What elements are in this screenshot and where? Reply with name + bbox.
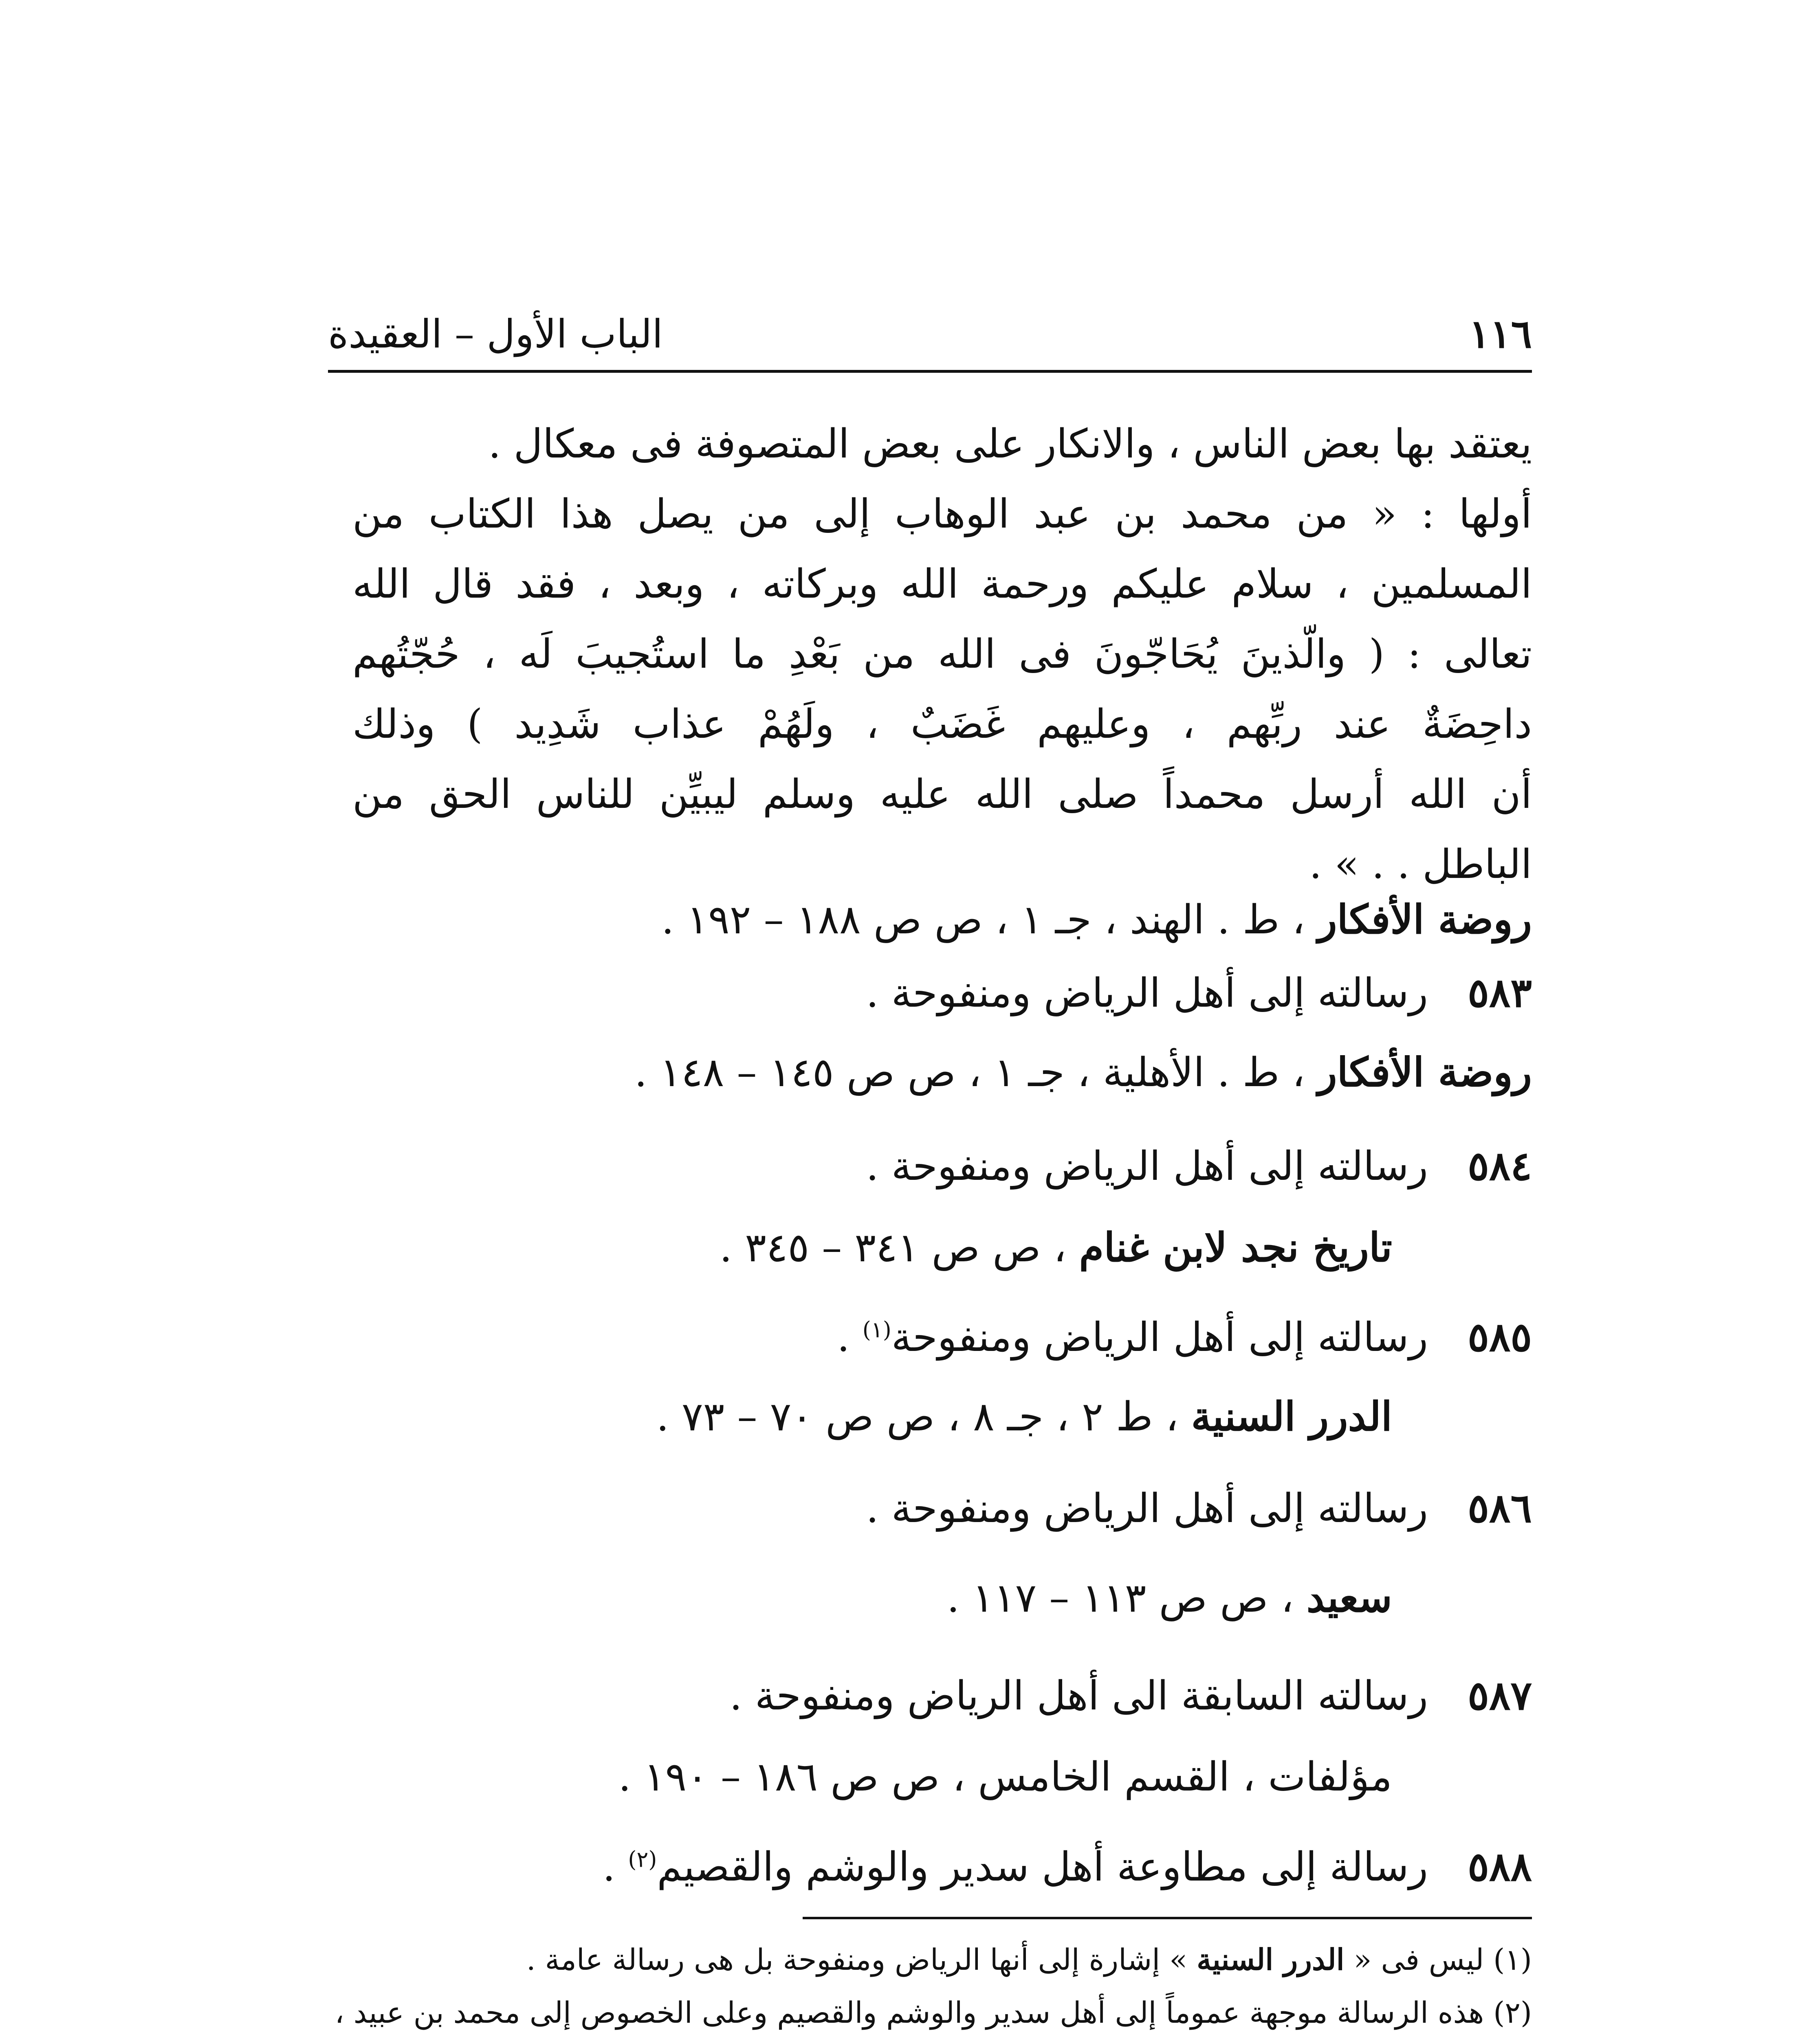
intro-paragraph <box>352 409 1532 900</box>
entry-text-end: . <box>603 1844 628 1890</box>
page-number: ١١٦ <box>1469 311 1532 357</box>
entry-number: ٥٨٧ <box>1468 1672 1532 1719</box>
intro-line: المسلمين ، سلام عليكم ورحمة الله وبركاته ، وبعد ، فقد قال الله <box>352 561 1532 607</box>
source-citation <box>634 1049 1532 1096</box>
source-details: مؤلفات ، القسم الخامس ، ص ص ١٨٦ – ١٩٠ . <box>618 1754 1392 1800</box>
chapter-title: الباب الأول – العقيدة <box>328 311 663 357</box>
entry-587 <box>328 1672 1532 1719</box>
source-title: تاريخ نجد لابن غنام <box>1079 1224 1392 1271</box>
entry-number: ٥٨٥ <box>1468 1314 1532 1361</box>
source-title: روضة الأفكار <box>1318 1049 1532 1096</box>
intro-line: تعالى : ( والّذينَ يُحَاجّونَ فى الله من بَعْدِ ما استُجيبَ لَه ، حُجّتُهم <box>352 631 1532 678</box>
entry-number: ٥٨٦ <box>1468 1485 1532 1532</box>
entry-584 <box>328 1143 1532 1190</box>
intro-line: أولها : « من محمد بن عبد الوهاب إلى من يصل هذا الكتاب من <box>352 491 1532 537</box>
entry-text: رسالة إلى مطاوعة أهل سدير والوشم والقصيم <box>657 1844 1428 1890</box>
running-header <box>328 304 1532 369</box>
intro-line: يعتقد بها بعض الناس ، والانكار على بعض المتصوفة فى معكال . <box>488 421 1532 467</box>
source-title: الدرر السنية <box>1191 1393 1392 1440</box>
intro-line: الباطل . . » . <box>1309 841 1532 888</box>
footnote-text: » إشارة إلى أنها الرياض ومنفوحة بل هى رسالة عامة . <box>526 1942 1197 1977</box>
source-title: روضة الأفكار <box>1318 896 1532 943</box>
header-divider <box>328 370 1532 373</box>
footnote-2-line: (٢) هذه الرسالة موجهة عموماً إلى أهل سدير والوشم والقصيم وعلى الخصوص إلى محمد بن عبيد ، <box>335 1995 1532 2030</box>
entry-text: رسالته إلى أهل الرياض ومنفوحة . <box>866 1143 1428 1190</box>
entry-text: رسالته إلى أهل الرياض ومنفوحة . <box>866 1485 1428 1532</box>
entry-text: رسالته السابقة الى أهل الرياض ومنفوحة . <box>729 1673 1428 1719</box>
footnote-text: (١) ليس فى « <box>1344 1942 1532 1977</box>
footnote-source-title: الدرر السنية <box>1197 1942 1345 1977</box>
footnote-1 <box>352 1933 1532 1986</box>
intro-line: أن الله أرسل محمداً صلى الله عليه وسلم ليبيِّن للناس الحق من <box>352 771 1532 818</box>
entry-number: ٥٨٨ <box>1468 1843 1532 1890</box>
source-title: سعيد <box>1306 1575 1392 1621</box>
entry-586 <box>328 1485 1532 1532</box>
source-details: ، ط . الهند ، جـ ١ ، ص ص ١٨٨ – ١٩٢ . <box>661 897 1318 943</box>
footnote-ref: (١) <box>862 1317 891 1343</box>
source-details: ، ط . الأهلية ، جـ ١ ، ص ص ١٤٥ – ١٤٨ . <box>634 1049 1318 1096</box>
footnote-ref: (٢) <box>628 1846 657 1872</box>
entry-text: رسالته إلى أهل الرياض ومنفوحة . <box>866 970 1428 1016</box>
entry-583 <box>328 970 1532 1016</box>
entry-585 <box>328 1314 1532 1361</box>
footnotes <box>335 1933 1532 2037</box>
footnote-divider <box>803 1917 1532 1919</box>
source-details: ، ص ص ١١٣ – ١١٧ . <box>946 1575 1307 1621</box>
source-citation <box>720 1224 1392 1271</box>
entry-text: رسالته إلى أهل الرياض ومنفوحة <box>891 1314 1428 1361</box>
source-details: ، ط ٢ ، جـ ٨ ، ص ص ٧٠ – ٧٣ . <box>656 1394 1191 1440</box>
source-details: ، ص ص ٣٤١ – ٣٤٥ . <box>719 1225 1079 1271</box>
entry-588 <box>328 1843 1532 1890</box>
entry-number: ٥٨٤ <box>1468 1143 1532 1190</box>
entry-text-end: . <box>837 1314 863 1361</box>
source-citation <box>947 1575 1392 1621</box>
source-citation <box>656 1393 1392 1440</box>
intro-line: داحِضَةٌ عند ربِّهم ، وعليهم غَضَبٌ ، ولَهُمْ عذاب شَدِيد ) وذلك <box>352 701 1532 748</box>
source-citation <box>661 896 1532 943</box>
source-citation <box>618 1754 1392 1800</box>
entry-number: ٥٨٣ <box>1468 970 1532 1016</box>
